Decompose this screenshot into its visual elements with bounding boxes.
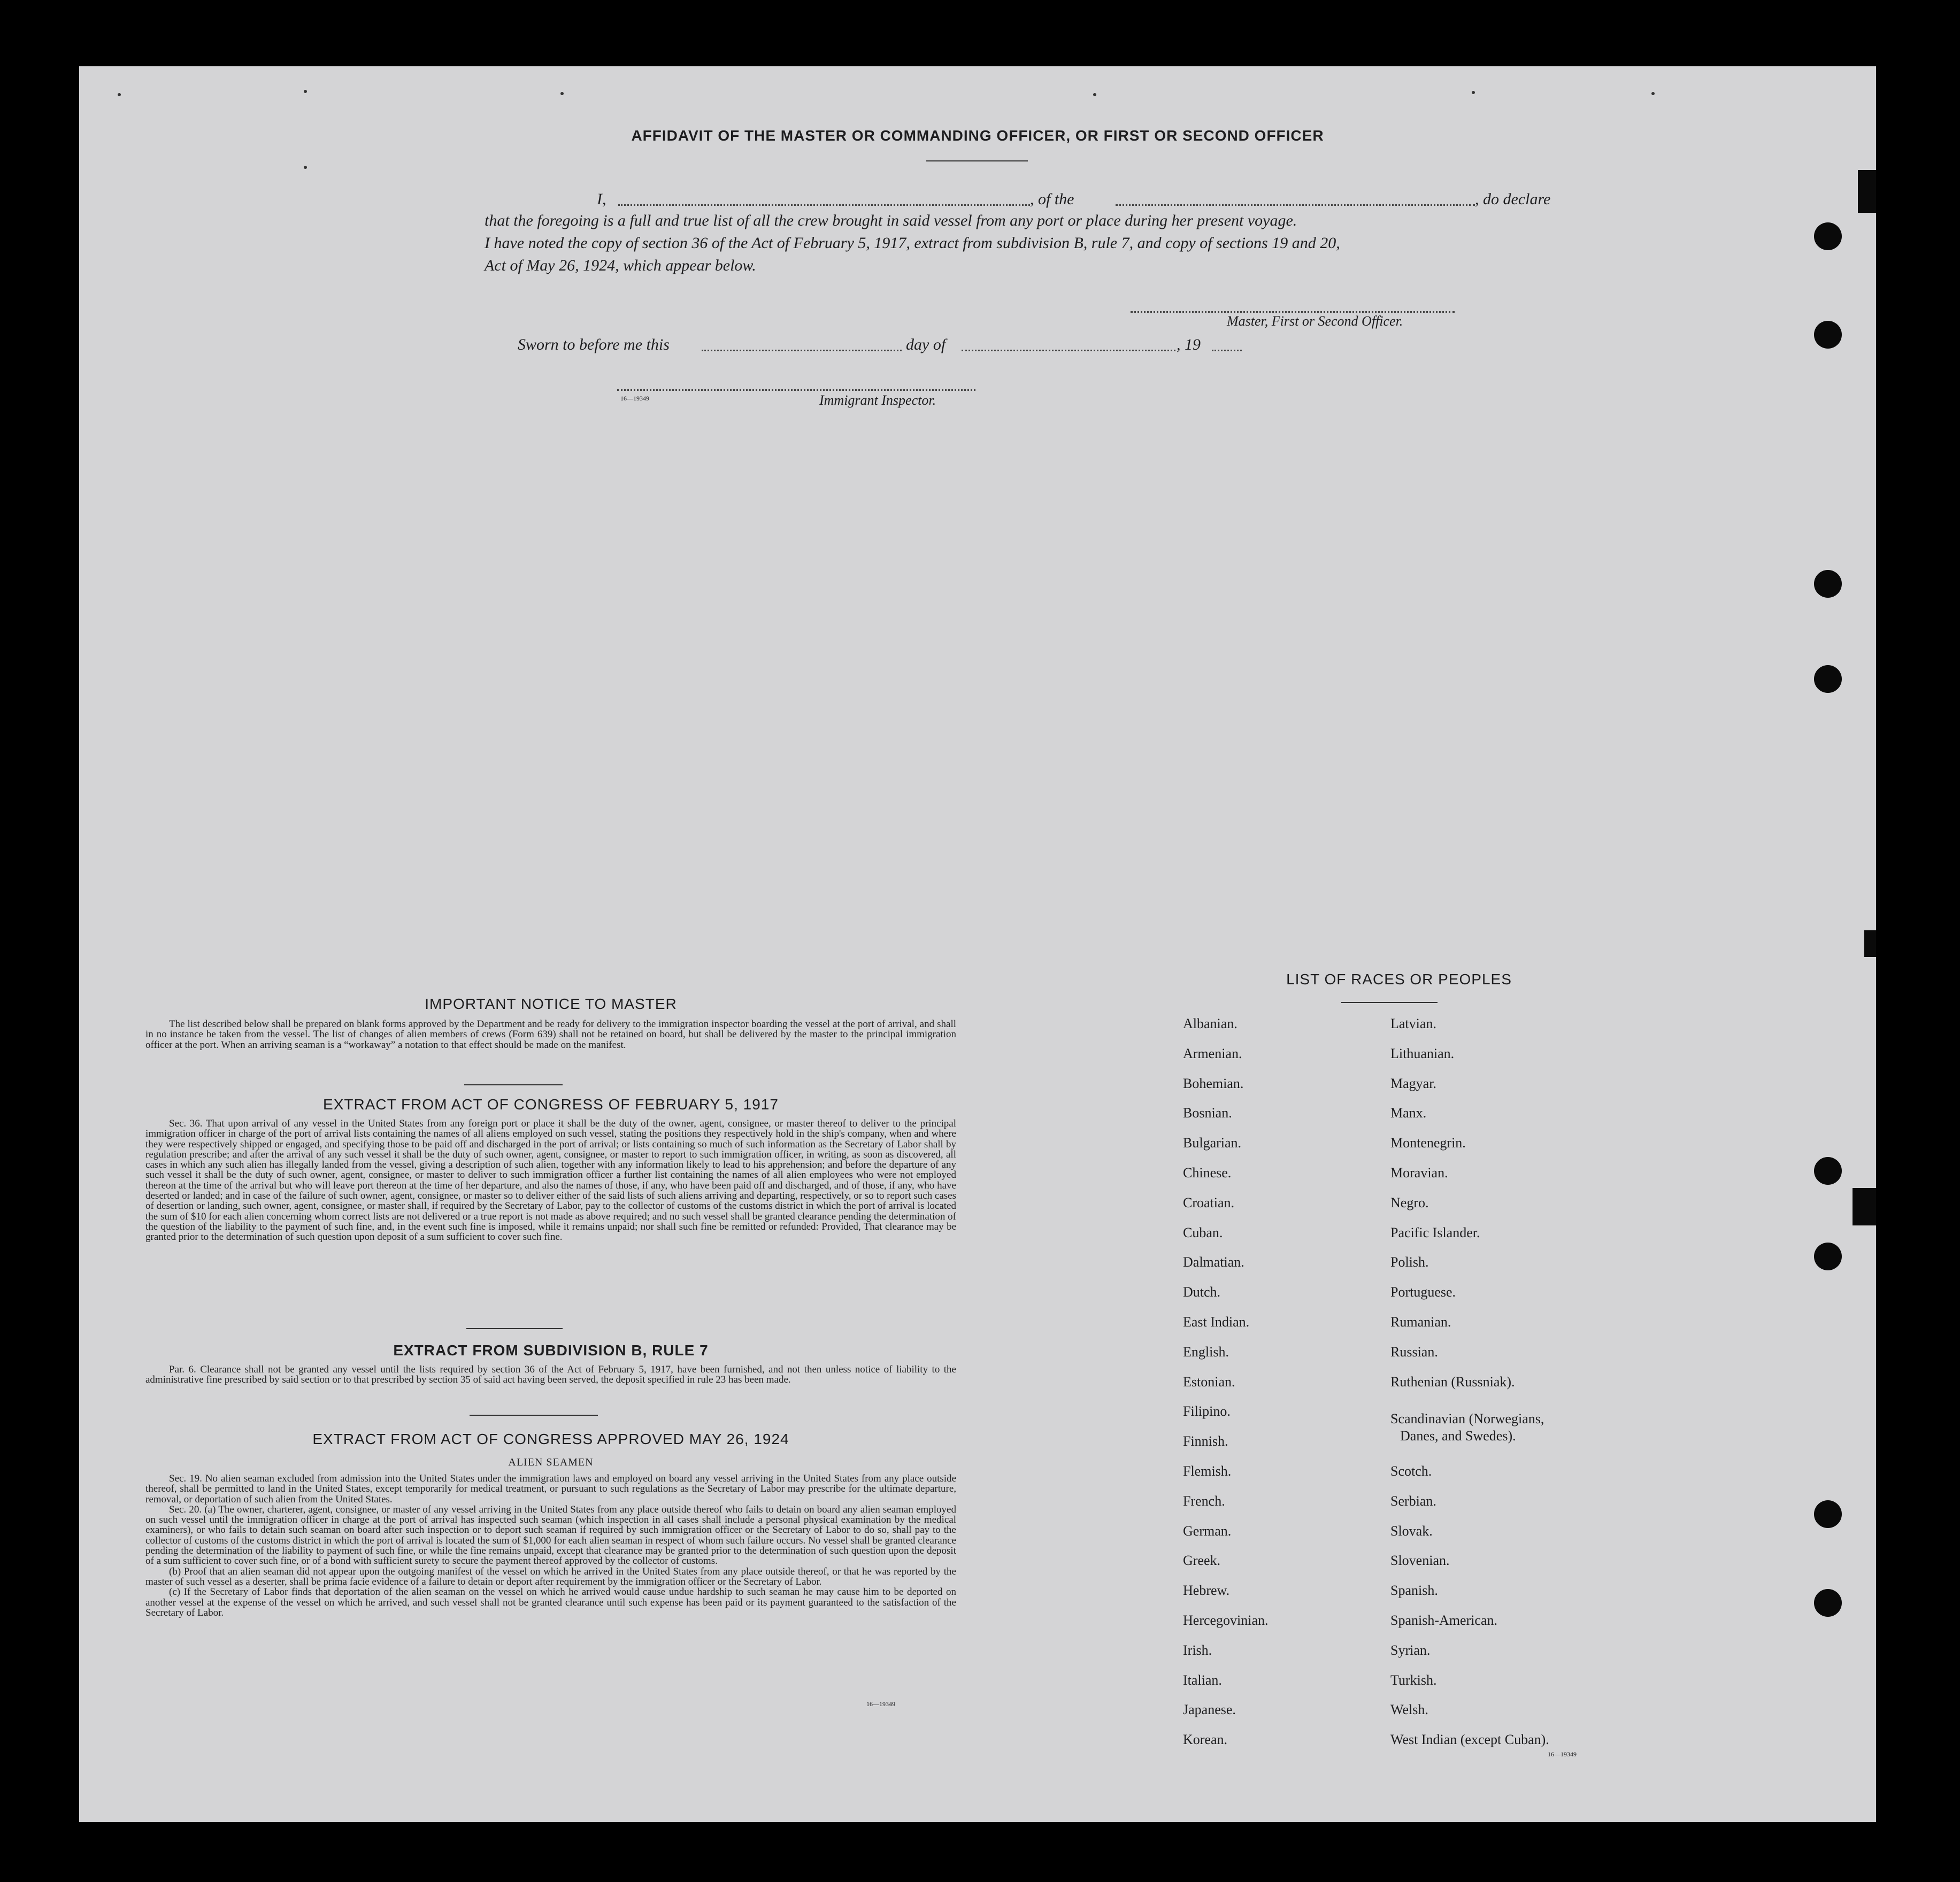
inspector-signature-blank[interactable] (617, 389, 975, 391)
of-the-label: , of the (1030, 190, 1074, 208)
edge-tab (1858, 170, 1876, 213)
race-item: Magyar. (1390, 1075, 1436, 1091)
binder-hole (1814, 321, 1842, 349)
race-item: Italian. (1183, 1672, 1222, 1688)
race-item: Serbian. (1390, 1493, 1436, 1509)
race-item: Rumanian. (1390, 1314, 1451, 1330)
edge-tab (1864, 930, 1876, 957)
race-item: Flemish. (1183, 1463, 1232, 1479)
affidavit-title: AFFIDAVIT OF THE MASTER OR COMMANDING OFFICER, OR FIRST OR SECOND OFFICER (631, 127, 1324, 144)
i-label: I, (597, 190, 606, 208)
title-rule (926, 160, 1028, 161)
race-item: Slovenian. (1390, 1553, 1450, 1569)
sworn-label: Sworn to before me this (518, 336, 670, 353)
name-blank[interactable] (618, 204, 1030, 206)
race-item: Moravian. (1390, 1165, 1448, 1181)
form-number-right: 16—19349 (1548, 1750, 1577, 1758)
race-item: Spanish. (1390, 1583, 1438, 1599)
rule-3 (470, 1415, 598, 1416)
race-item: Portuguese. (1390, 1284, 1456, 1300)
race-item: Irish. (1183, 1642, 1212, 1658)
notice-text: The list described below shall be prepared on blank forms approved by the Department and be ready for delivery to the immigration inspector boarding the vessel at the port of arrival, and shall in no instance be taken from the vessel. The list of changes of alien members of crews (Form 639) shall not be retained on board, but shall be delivered by the master to the principal immigration officer at the port. When an arriving seaman is a “workaway” a notation to that effect should be made on the manifest. (145, 1019, 956, 1051)
race-item: Spanish-American. (1390, 1613, 1498, 1628)
speck (304, 90, 307, 93)
sec-20a: Sec. 20. (a) The owner, charterer, agent, consignee, or master of any vessel arriving in the United States from any place outside thereof who fails to detain on board any alien seaman employed on such vessel until the immigration officer in charge at the port of arrival has inspected such seaman (which inspection in all cases shall include a personal physical examination by the medical examiners), or who fails to detain such seaman on board after such inspection or to deport such seaman if required by such immigration officer or the Secretary of Labor to do so, shall pay to the collector of customs of the customs district in which the port of arrival is located the sum of $1,000 for each alien seaman in respect of whom such failure occurs. No vessel shall be granted clearance pending the determination of the liability to payment of such fine, or while the fine remains unpaid, except that clearance may be granted prior to the determination of such question upon the deposit of a sum sufficient to cover such fine, or of a bond with sufficient surety to secure the payment thereof approved by the collector of customs. (145, 1503, 956, 1567)
rule-1 (464, 1084, 563, 1085)
race-item: Croatian. (1183, 1194, 1235, 1210)
extract-1924-text (145, 1474, 956, 1618)
binder-hole (1814, 1589, 1842, 1617)
sworn-month-blank[interactable] (962, 350, 1175, 351)
speck (1472, 91, 1475, 94)
race-item: Armenian. (1183, 1045, 1242, 1061)
form-number-top: 16—19349 (620, 395, 649, 402)
affidavit-line-2: that the foregoing is a full and true list of all the crew brought in said vessel from any port or place during her present voyage. (485, 212, 1297, 229)
race-item: Bulgarian. (1183, 1135, 1242, 1151)
binder-hole (1814, 1500, 1842, 1528)
race-item: Welsh. (1390, 1702, 1428, 1718)
race-item: French. (1183, 1493, 1225, 1509)
race-item: Pacific Islander. (1390, 1224, 1480, 1240)
speck (304, 166, 307, 169)
race-item: Albanian. (1183, 1016, 1238, 1031)
form-number-left: 16—19349 (866, 1700, 895, 1708)
race-item: Japanese. (1183, 1702, 1236, 1718)
race-item: Chinese. (1183, 1165, 1232, 1181)
extract-1917-title: EXTRACT FROM ACT OF CONGRESS OF FEBRUARY 5, 1917 (323, 1096, 779, 1113)
speck (1093, 93, 1096, 96)
race-item: English. (1183, 1344, 1229, 1360)
race-item: Hebrew. (1183, 1583, 1230, 1599)
declare-label: , do declare (1475, 190, 1551, 208)
speck (1651, 92, 1655, 95)
binder-hole (1814, 570, 1842, 598)
race-item: Russian. (1390, 1344, 1438, 1360)
race-item: Dalmatian. (1183, 1254, 1244, 1270)
race-item: Negro. (1390, 1194, 1429, 1210)
affidavit-line-3: I have noted the copy of section 36 of the Act of February 5, 1917, extract from subdivision B, rule 7, and copy of sections 19 and 20, (485, 234, 1340, 252)
race-item: Slovak. (1390, 1523, 1433, 1539)
speck (118, 93, 121, 96)
form-page (79, 66, 1876, 1822)
affidavit-line-4: Act of May 26, 1924, which appear below. (485, 257, 756, 274)
race-item: Cuban. (1183, 1224, 1223, 1240)
rule-2 (466, 1328, 563, 1329)
race-item: Scotch. (1390, 1463, 1432, 1479)
sec-19: Sec. 19. No alien seaman excluded from admission into the United States under the immigration laws and employed on board any vessel arriving in the United States from any place outside thereof, shall be permitted to land in the United States, except temporarily for medical treatment, or pursuant to such regulations as the Secretary of Labor may prescribe for the ultimate departure, removal, or deportation of such alien from the United States. (145, 1473, 956, 1505)
race-item: Bosnian. (1183, 1105, 1232, 1121)
sworn-year-blank[interactable] (1212, 350, 1242, 351)
race-item: East Indian. (1183, 1314, 1250, 1330)
race-item: Syrian. (1390, 1642, 1431, 1658)
race-item: Polish. (1390, 1254, 1429, 1270)
race-item: Greek. (1183, 1553, 1221, 1569)
day-of-label: day of (906, 336, 946, 353)
master-signature-blank[interactable] (1131, 311, 1455, 313)
extract-1917-text: Sec. 36. That upon arrival of any vessel in the United States from any foreign port or place it shall be the duty of the owner, agent, consignee, or master thereof to deliver to the principal immigration officer in charge of the port of arrival lists containing the names of all aliens employed on such vessel, stating the positions they respectively hold in the ship's company, when and where they were respectively shipped or engaged, and specifying those to be paid off and discharged in the port of arrival; or lists containing so much of such information as the Secretary of Labor shall by regulation prescribe; and after the arrival of any such vessel it shall be the duty of such owner, agent, consignee, or master to report to such immigration officer, in writing, as soon as discovered, all cases in which any such alien has illegally landed from the vessel, giving a description of such alien, together with any information likely to lead to his apprehension; and before the departure of any such vessel it shall be the duty of such owner, agent, consignee, or master to deliver to such immigration officer a further list containing the names of all alien employees who were not employed thereon at the time of the arrival but who will leave port thereon at the time of her departure, and also the names of those, if any, who have been paid off and discharged, and of those, if any, who have deserted or landed; and in case of the failure of such owner, agent, consignee, or master so to deliver either of the said lists of such aliens arriving and departing, respectively, or so to report such cases of desertion or landing, such owner, agent, consignee, or master shall, if required by the Secretary of Labor, pay to the collector of customs of the customs district in which the port of arrival is located the sum of $10 for each alien concerning whom correct lists are not delivered or a true report is not made as above required; and no such vessel shall be granted clearance pending the determination of the question of the liability to the payment of such fine, and, in the event such fine is imposed, while it remains unpaid; nor shall such fine be remitted or refunded: Provided, That clearance may be granted prior to the determination of such question upon deposit of a sum sufficient to cover such fine. (145, 1118, 956, 1243)
race-item: Filipino. (1183, 1403, 1231, 1420)
inspector-label: Immigrant Inspector. (819, 392, 936, 408)
race-item: Manx. (1390, 1105, 1427, 1121)
sec-20c: (c) If the Secretary of Labor finds that deportation of the alien seaman on the vessel on which he arrived would cause undue hardship to such seaman he may cause him to be deported on another vessel at the expense of the vessel on which he arrived, and such vessel shall not be granted clearance until such expense has been paid or its payment guaranteed to the satisfaction of the Secretary of Labor. (145, 1586, 956, 1618)
alien-seamen-subtitle: ALIEN SEAMEN (508, 1456, 594, 1468)
race-item: Scandinavian (Norwegians, (1390, 1411, 1544, 1427)
binder-hole (1814, 1243, 1842, 1270)
edge-tab (1853, 1188, 1876, 1225)
race-item: Estonian. (1183, 1374, 1235, 1390)
master-label: Master, First or Second Officer. (1227, 313, 1403, 329)
race-item: West Indian (except Cuban). (1390, 1732, 1549, 1748)
extract-rule7-title: EXTRACT FROM SUBDIVISION B, RULE 7 (393, 1342, 709, 1359)
races-rule (1341, 1002, 1438, 1003)
vessel-blank[interactable] (1116, 204, 1475, 206)
extract-1924-title: EXTRACT FROM ACT OF CONGRESS APPROVED MAY 26, 1924 (312, 1431, 789, 1447)
race-item: Bohemian. (1183, 1075, 1244, 1091)
binder-hole (1814, 1157, 1842, 1185)
races-title: LIST OF RACES OR PEOPLES (1286, 971, 1512, 988)
race-item: Latvian. (1390, 1016, 1436, 1031)
race-item: Lithuanian. (1390, 1045, 1455, 1061)
race-item: Danes, and Swedes). (1400, 1428, 1516, 1444)
year-label: , 19 (1177, 336, 1201, 353)
binder-hole (1814, 222, 1842, 250)
speck (560, 92, 564, 95)
race-item: Turkish. (1390, 1672, 1437, 1688)
race-item: Hercegovinian. (1183, 1613, 1269, 1628)
race-item: Montenegrin. (1390, 1135, 1466, 1151)
race-item: Finnish. (1183, 1433, 1228, 1449)
affidavit-line-1 (485, 190, 1552, 212)
binder-hole (1814, 665, 1842, 693)
sworn-day-blank[interactable] (702, 350, 902, 351)
race-item: Korean. (1183, 1732, 1228, 1748)
race-item: German. (1183, 1523, 1232, 1539)
notice-title: IMPORTANT NOTICE TO MASTER (425, 996, 677, 1012)
sec-20b: (b) Proof that an alien seaman did not appear upon the outgoing manifest of the vessel on which he arrived in the United States from any place outside thereof, or that he was reported by the master of such vessel as a deserter, shall be prima facie evidence of a failure to detain or deport after requirement by the immigration officer or the Secretary of Labor. (145, 1565, 956, 1587)
extract-rule7-text: Par. 6. Clearance shall not be granted any vessel until the lists required by section 36 of the Act of February 5, 1917, have been furnished, and not then unless notice of liability to the administrative fine prescribed by said section or to that prescribed by section 35 of said act having been served, the deposit specified in rule 23 has been made. (145, 1364, 956, 1386)
race-item: Ruthenian (Russniak). (1390, 1374, 1515, 1390)
race-item: Dutch. (1183, 1284, 1221, 1300)
